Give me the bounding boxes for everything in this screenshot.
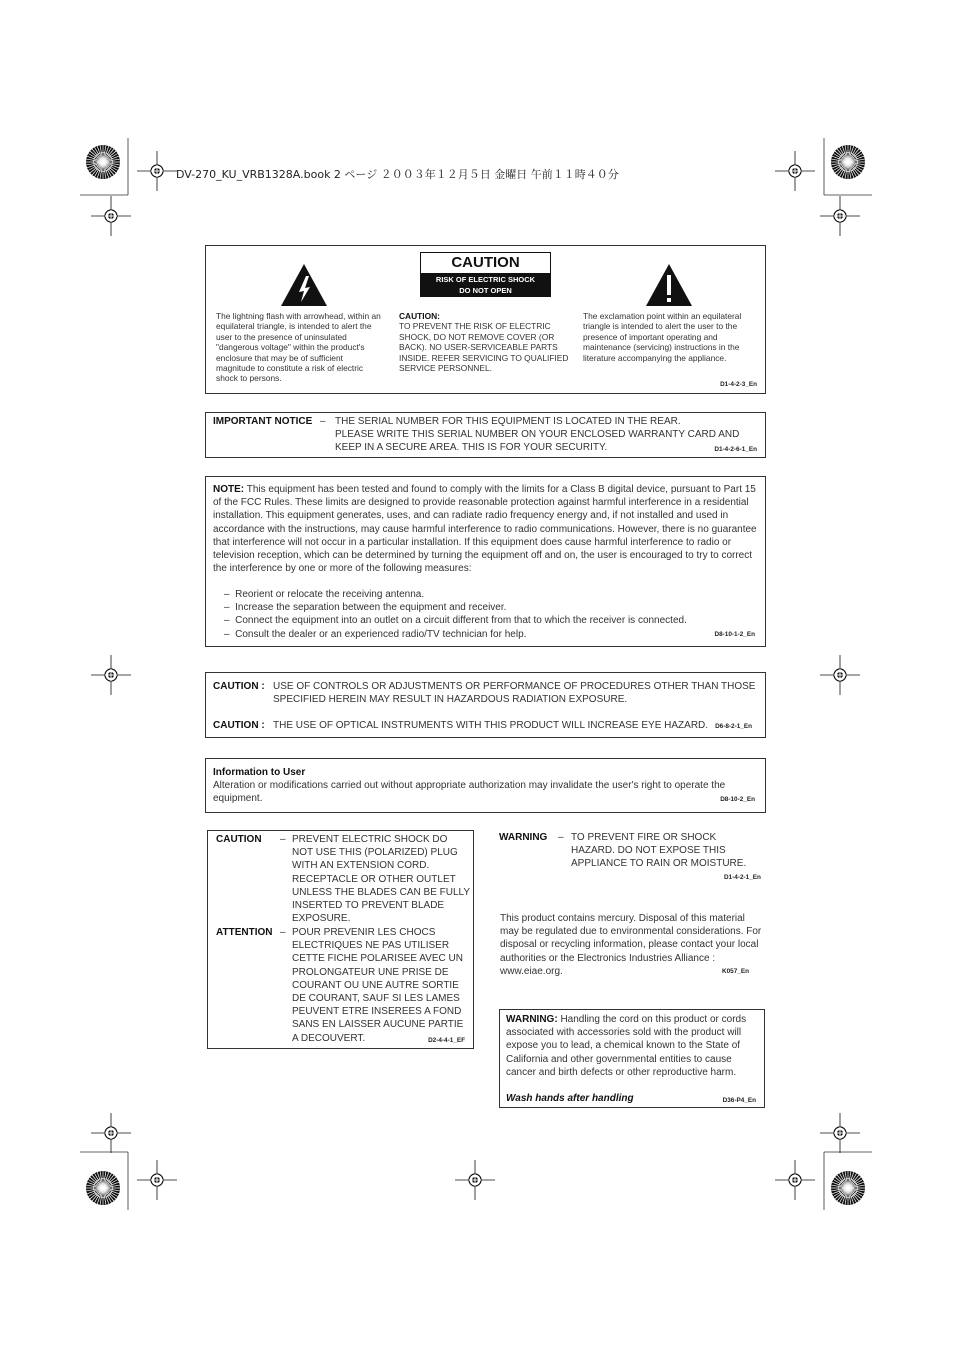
plug-attention-text: POUR PREVENIR LES CHOCS ELECTRIQUES NE PAS UTILISER CETTE FICHE POLARISEE AVEC UN PROLONGATEUR UNE PRISE DE COURANT OU UNE AUTRE SORTIE DE COURANT, SAUF SI LES LAMES PEUVENT ETRE INSEREES A FOND SANS EN LAISSER AUCUNE PARTIE A DECOUVERT. (292, 927, 464, 1044)
fcc-code: D8-10-1-2_En (714, 631, 755, 638)
registration-crosshair-icon (137, 151, 177, 191)
lead-warning-box (499, 1009, 765, 1108)
laser-caution-code: D6-8-2-1_En (715, 723, 752, 730)
important-notice-box (205, 412, 766, 458)
info-user-text: Alteration or modifications carried out without appropriate authorization may invalidate the user's right to operate the equipment. (213, 780, 726, 805)
registration-crosshair-icon (820, 655, 860, 695)
plug-attention-dash: – (280, 927, 286, 938)
caution-label-block (420, 252, 551, 297)
info-user-title: Information to User (213, 767, 306, 778)
fire-warning-dash: – (558, 832, 564, 843)
registration-crosshair-icon (820, 196, 860, 236)
list-item: – Consult the dealer or an experienced radio/TV technician for help. (224, 628, 527, 640)
caution-sub2: DO NOT OPEN (459, 286, 512, 295)
registration-crosshair-icon (775, 151, 815, 191)
info-user-code: D8-10-2_En (720, 796, 755, 803)
list-item: – Reorient or relocate the receiving antenna. (224, 589, 425, 600)
caution-sub1: RISK OF ELECTRIC SHOCK (435, 275, 536, 284)
important-notice-text: THE SERIAL NUMBER FOR THIS EQUIPMENT IS LOCATED IN THE REAR. PLEASE WRITE THIS SERIAL NUMBER ON YOUR ENCLOSED WARRANTY CARD AND KEEP IN A SECURE AREA. THIS IS FOR YOUR SECURITY. (335, 416, 740, 454)
caution-explanation (399, 311, 569, 373)
starburst-target-icon (86, 145, 120, 179)
laser-caution-label-1: CAUTION : (213, 681, 265, 692)
fire-warning-text: TO PREVENT FIRE OR SHOCK HAZARD. DO NOT EXPOSE THIS APPLIANCE TO RAIN OR MOISTURE. (571, 832, 747, 870)
important-notice-code: D1-4-2-6-1_En (714, 446, 757, 453)
lightning-triangle-icon (279, 262, 329, 313)
registration-crosshair-icon (775, 1160, 815, 1200)
info-user-box (205, 758, 766, 813)
caution-code: D1-4-2-3_En (720, 381, 757, 388)
registration-crosshair-icon (820, 1113, 860, 1153)
list-item: – Connect the equipment into an outlet on a circuit different from that to which the receiver is connected. (224, 615, 687, 627)
fcc-note-box (205, 476, 766, 647)
registration-crosshair-icon (91, 1113, 131, 1153)
lead-warning-text: WARNING: Handling the cord on this product or cords associated with accessories sold with the product will expose you to lead, a chemical known to the State of California and other governmental entities to cause cancer and birth defects or other reproductive harm. (506, 1014, 747, 1078)
registration-crosshair-icon (91, 655, 131, 695)
caution-center-label: CAUTION: (399, 311, 440, 321)
exclamation-triangle-icon (644, 262, 694, 313)
fire-warning-code: D1-4-2-1_En (724, 874, 761, 881)
fcc-note-label: NOTE: (213, 484, 245, 495)
laser-caution-text-1: USE OF CONTROLS OR ADJUSTMENTS OR PERFORMANCE OF PROCEDURES OTHER THAN THOSE SPECIFIED HEREIN MAY RESULT IN HAZARDOUS RADIATION EXPOSURE. (273, 681, 756, 706)
fcc-paragraph: NOTE: This equipment has been tested and found to comply with the limits for a Class B digital device, pursuant to Part 15 of the FCC Rules. These limits are designed to provide reasonable protection against harmful interference in a residential installation. This equipment generates, uses, and can radiate radio frequency energy and, if not installed and used in accordance with the instructions, may cause harmful interference to radio communications. However, there is no guarantee that interference will not occur in a particular installation. If this equipment does cause harmful interference to radio or television reception, which can be determined by turning the equipment off and on, the user is encouraged to try to correct the interference by one or more of the following measures: (213, 484, 757, 575)
lead-warning-footer: Wash hands after handling (506, 1093, 634, 1104)
laser-caution-text-2: THE USE OF OPTICAL INSTRUMENTS WITH THIS PRODUCT WILL INCREASE EYE HAZARD. (273, 720, 709, 731)
fcc-measures-list (224, 588, 754, 641)
plug-caution-label: CAUTION (216, 834, 262, 845)
starburst-target-icon (831, 1171, 865, 1205)
plug-attention-label: ATTENTION (216, 927, 273, 938)
plug-caution-dash: – (280, 834, 286, 845)
fire-warning-label: WARNING (499, 832, 548, 843)
lead-warning-label: WARNING: (506, 1014, 558, 1025)
registration-crosshair-icon (455, 1160, 495, 1200)
plug-caution-text: PREVENT ELECTRIC SHOCK DO NOT USE THIS (POLARIZED) PLUG WITH AN EXTENSION CORD. RECEPTACLE OR OTHER OUTLET UNLESS THE BLADES CAN BE FULLY INSERTED TO PREVENT BLADE EXPOSURE. (292, 834, 470, 925)
caution-center-text: TO PREVENT THE RISK OF ELECTRIC SHOCK, DO NOT REMOVE COVER (OR BACK). NO USER-SERVICEABLE PARTS INSIDE. REFER SERVICING TO QUALIFIED SERVICE PERSONNEL. (399, 321, 569, 374)
caution-title: CAUTION (421, 253, 550, 273)
mercury-text: This product contains mercury. Disposal of this material may be regulated due to environmental considerations. For disposal or recycling information, please contact your local authorities or the Electronics Industries Alliance : www.eiae.org. (500, 913, 762, 977)
lightning-explanation: The lightning flash with arrowhead, within an equilateral triangle, is intended to alert the user to the presence of uninsulated "dangerous voltage" within the product's enclosure that may be of sufficient magnitude to constitute a risk of electric shock to persons. (216, 311, 381, 384)
plug-caution-box (207, 830, 474, 1049)
registration-crosshair-icon (137, 1160, 177, 1200)
exclamation-explanation: The exclamation point within an equilateral triangle is intended to alert the user to the presence of important operating and maintenance (servicing) instructions in the literature accompanying the appliance. (583, 311, 742, 363)
laser-caution-label-2: CAUTION : (213, 720, 265, 731)
laser-caution-box (205, 672, 766, 738)
lead-warning-code: D36-P4_En (722, 1097, 756, 1104)
file-header: DV-270_KU_VRB1328A.book 2 ページ ２００３年１２月５日 金曜日 午前１１時４０分 (176, 168, 619, 181)
plug-box-code: D2-4-4-1_EF (428, 1037, 465, 1044)
registration-crosshair-icon (91, 196, 131, 236)
starburst-target-icon (86, 1171, 120, 1205)
list-item: – Increase the separation between the equipment and receiver. (224, 602, 507, 614)
important-notice-dash: – (320, 416, 326, 427)
starburst-target-icon (831, 145, 865, 179)
caution-symbol-box (205, 245, 766, 394)
important-notice-label: IMPORTANT NOTICE (213, 416, 313, 427)
mercury-code: K057_En (722, 968, 749, 975)
